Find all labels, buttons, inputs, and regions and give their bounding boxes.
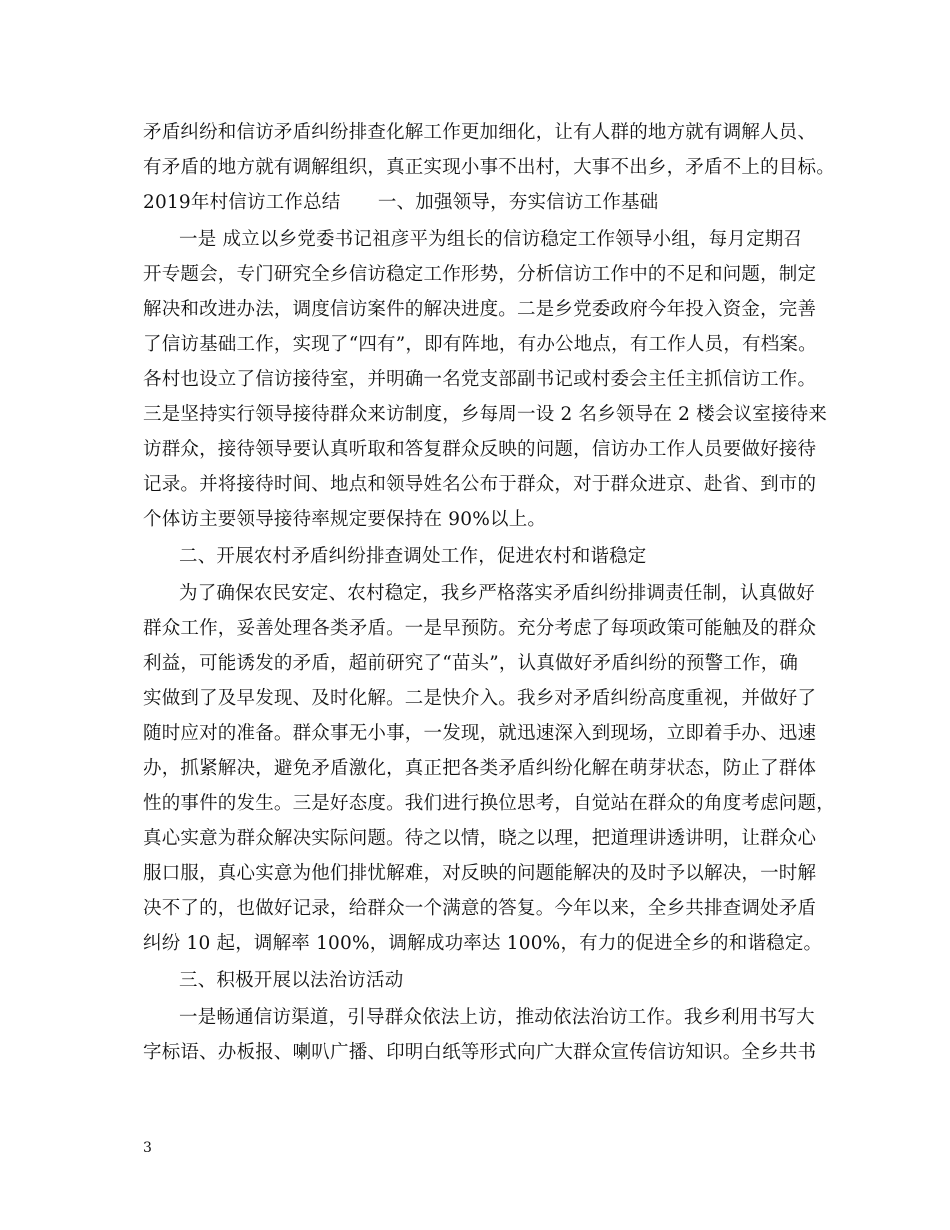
text-line: 群众工作，妥善处理各类矛盾。一是早预防。充分考虑了每项政策可能触及的群众 [143,618,817,639]
text-line: 了信访基础工作，实现了“四有”，即有阵地，有办公地点，有工作人员，有档案。 [143,334,817,355]
text-line: 有矛盾的地方就有调解组织，真正实现小事不出村，大事不出乡，矛盾不上的目标。 [143,157,835,178]
text-line: 开专题会，专门研究全乡信访稳定工作形势，分析信访工作中的不足和问题，制定 [143,264,817,285]
section-heading: 三、积极开展以法治访活动 [179,970,404,991]
text-line: 实做到了及早发现、及时化解。二是快介入。我乡对矛盾纠纷高度重视，并做好了 [143,688,817,709]
text-line: 真心实意为群众解决实际问题。待之以情，晓之以理，把道理讲透讲明，让群众心 [143,828,817,849]
text-line: 解决和改进办法，调度信访案件的解决进度。二是乡党委政府今年投入资金，完善 [143,299,817,320]
text-line: 为了确保农民安定、农村稳定，我乡严格落实矛盾纠纷排调责任制，认真做好 [179,583,815,604]
text-line: 办，抓紧解决，避免矛盾激化，真正把各类矛盾纠纷化解在萌芽状态，防止了群体 [143,758,817,779]
text-line: 一是 成立以乡党委书记祖彦平为组长的信访稳定工作领导小组，每月定期召 [179,229,803,250]
text-line: 决不了的，也做好记录，给群众一个满意的答复。今年以来，全乡共排查调处矛盾 [143,898,817,919]
text-line: 记录。并将接待时间、地点和领导姓名公布于群众，对于群众进京、赴省、到市的 [143,474,817,495]
text-line: 一是畅通信访渠道，引导群众依法上访，推动依法治访工作。我乡利用书写大 [179,1007,815,1028]
text-line: 三是坚持实行领导接待群众来访制度，乡每周一设 2 名乡领导在 2 楼会议室接待来 [143,404,828,425]
section-heading: 二、开展农村矛盾纠纷排查调处工作，促进农村和谐稳定 [179,546,647,567]
text-line: 纠纷 10 起，调解率 100%，调解成功率达 100%，有力的促进全乡的和谐稳定。 [143,933,823,954]
text-line: 服口服，真心实意为他们排忧解难，对反映的问题能解决的及时予以解决，一时解 [143,863,817,884]
text-line: 各村也设立了信访接待室，并明确一名党支部副书记或村委会主任主抓信访工作。 [143,369,817,390]
text-line: 2019年村信访工作总结 一、加强领导，夯实信访工作基础 [143,192,659,213]
text-line: 访群众，接待领导要认真听取和答复群众反映的问题，信访办工作人员要做好接待 [143,439,817,460]
page-number: 3 [143,1140,152,1156]
text-line: 利益，可能诱发的矛盾，超前研究了“苗头”，认真做好矛盾纠纷的预警工作，确 [143,653,799,674]
text-line: 随时应对的准备。群众事无小事，一发现，就迅速深入到现场，立即着手办、迅速 [143,723,817,744]
text-line: 个体访主要领导接待率规定要保持在 90%以上。 [143,509,547,530]
text-line: 矛盾纠纷和信访矛盾纠纷排查化解工作更加细化，让有人群的地方就有调解人员、 [143,122,817,143]
text-line: 字标语、办板报、喇叭广播、印明白纸等形式向广大群众宣传信访知识。全乡共书 [143,1042,817,1063]
text-line: 性的事件的发生。三是好态度。我们进行换位思考，自觉站在群众的角度考虑问题， [143,793,835,814]
